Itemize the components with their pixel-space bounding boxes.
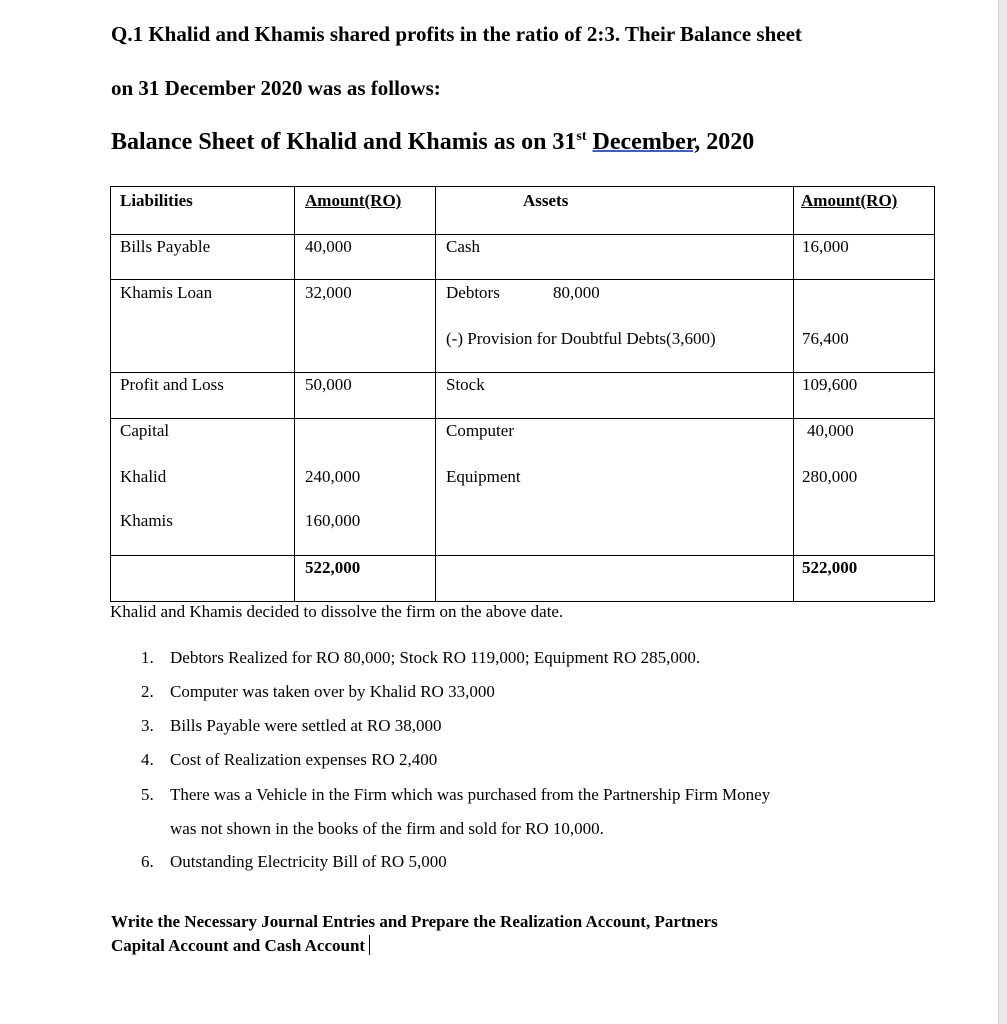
title-month: December, xyxy=(592,129,701,155)
asset-stock-amount: 109,600 xyxy=(802,375,858,394)
task-instruction xyxy=(111,910,718,958)
liability-label: Khamis Loan xyxy=(120,283,213,302)
list-item-text: Bills Payable were settled at RO 38,000 xyxy=(170,716,442,735)
question-line-1: Q.1 Khalid and Khamis shared profits in the ratio of 2:3. Their Balance sheet xyxy=(111,22,802,46)
list-item xyxy=(141,852,447,872)
liability-amount: 240,000 xyxy=(305,467,361,486)
row-line-1 xyxy=(110,234,935,235)
table-divider-3 xyxy=(793,186,794,602)
question-line-2: on 31 December 2020 was as follows: xyxy=(111,76,441,100)
total-assets: 522,000 xyxy=(802,558,858,577)
table-divider-2 xyxy=(435,186,436,602)
asset-cash-amount: 16,000 xyxy=(802,237,849,256)
liability-amount: 32,000 xyxy=(305,283,352,302)
liability-amount: 160,000 xyxy=(305,511,361,530)
list-item-text: There was a Vehicle in the Firm which was purchased from the Partnership Firm Money xyxy=(170,785,771,804)
liability-amount: 40,000 xyxy=(305,237,352,256)
row-line-5 xyxy=(110,555,935,556)
asset-provision-label: (-) Provision for Doubtful Debts(3,600) xyxy=(446,329,716,348)
header-assets: Assets xyxy=(523,191,569,210)
asset-debtors-value: 80,000 xyxy=(553,283,600,302)
list-item xyxy=(141,785,770,805)
liability-label: Khamis xyxy=(120,511,173,530)
list-item xyxy=(141,682,495,702)
title-year: 2020 xyxy=(706,129,755,155)
text-cursor xyxy=(369,935,370,955)
list-item-number: 4. xyxy=(141,750,154,769)
asset-cash-label: Cash xyxy=(446,237,480,256)
list-item-text: Debtors Realized for RO 80,000; Stock RO 119,000; Equipment RO 285,000. xyxy=(170,648,701,667)
liability-amount: 50,000 xyxy=(305,375,352,394)
dissolution-statement: Khalid and Khamis decided to dissolve the firm on the above date. xyxy=(110,602,564,621)
liability-label: Bills Payable xyxy=(120,237,211,256)
list-item-number: 5. xyxy=(141,785,154,804)
title-main: Balance Sheet of Khalid and Khamis as on 31 xyxy=(111,129,577,155)
table-border-top xyxy=(110,186,935,187)
balance-sheet-table xyxy=(110,186,935,602)
header-amount-left: Amount(RO) xyxy=(305,191,402,210)
list-item-number: 3. xyxy=(141,716,154,735)
table-border-left xyxy=(110,186,111,602)
list-item xyxy=(141,648,700,668)
row-line-3 xyxy=(110,372,935,373)
liability-label: Capital xyxy=(120,421,170,440)
scrollbar[interactable] xyxy=(998,0,1007,1024)
liability-label: Profit and Loss xyxy=(120,375,224,394)
task-line-1: Write the Necessary Journal Entries and Prepare the Realization Account, Partners xyxy=(111,912,718,931)
asset-provision-amount: 76,400 xyxy=(802,329,849,348)
row-line-2 xyxy=(110,279,935,280)
table-border-right xyxy=(934,186,935,602)
list-item-text: Outstanding Electricity Bill of RO 5,000 xyxy=(170,852,447,871)
asset-equipment-label: Equipment xyxy=(446,467,521,486)
asset-debtors-label: Debtors xyxy=(446,283,500,302)
list-item xyxy=(141,716,441,736)
list-item-text: Cost of Realization expenses RO 2,400 xyxy=(170,750,438,769)
total-liabilities: 522,000 xyxy=(305,558,361,577)
list-item xyxy=(141,750,437,770)
list-item-number: 2. xyxy=(141,682,154,701)
task-line-2-text: Capital Account and Cash Account xyxy=(111,936,366,955)
table-divider-1 xyxy=(294,186,295,602)
list-item-number: 6. xyxy=(141,852,154,871)
row-line-4 xyxy=(110,418,935,419)
list-item-number: 1. xyxy=(141,648,154,667)
header-liabilities: Liabilities xyxy=(120,191,193,210)
asset-computer-amount: 40,000 xyxy=(807,421,854,440)
asset-equipment-amount: 280,000 xyxy=(802,467,858,486)
header-amount-right: Amount(RO) xyxy=(801,191,898,210)
title-superscript: st xyxy=(576,129,587,144)
balance-sheet-title xyxy=(111,129,754,156)
list-item-text: Computer was taken over by Khalid RO 33,000 xyxy=(170,682,495,701)
task-line-2 xyxy=(111,934,718,958)
list-item-continuation: was not shown in the books of the firm and sold for RO 10,000. xyxy=(170,819,604,838)
liability-label: Khalid xyxy=(120,467,167,486)
asset-computer-label: Computer xyxy=(446,421,514,440)
asset-stock-label: Stock xyxy=(446,375,485,394)
